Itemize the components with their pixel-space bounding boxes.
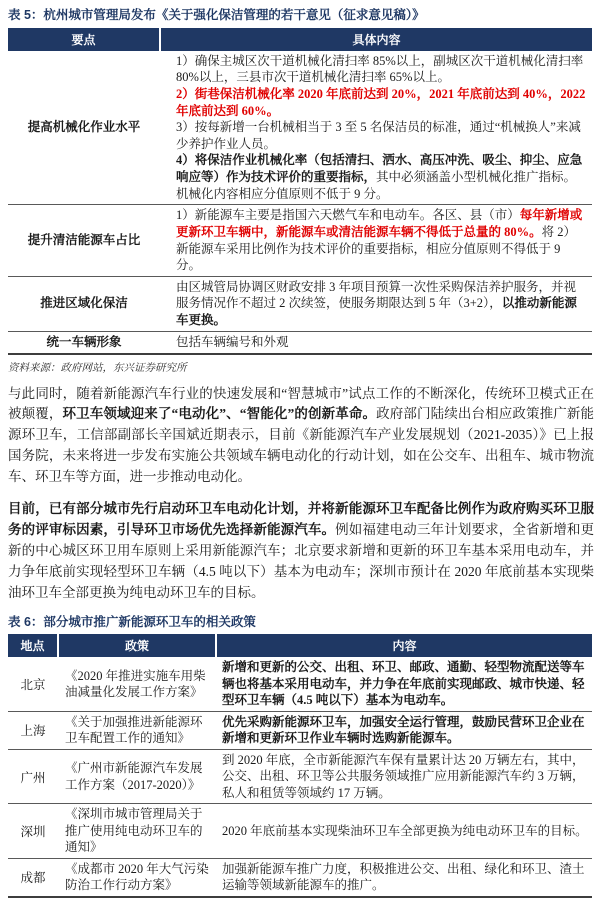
content-cell (160, 331, 592, 353)
text-segment: 例如福建电动三年计划要求，全省新增和更新的中心城区环卫用车原则上采用新能源汽车；北京要求新增和更新的环卫车基本采用电动车，并力争年底前实现轻型环卫车辆（4.5 吨以下）基本为电动车；深圳市预计在 2020 年底前基本实现柴油环卫车全部更换为纯电动环卫车的目标。 (8, 522, 595, 600)
text-segment: 以推动新能源车更换。 (176, 296, 577, 327)
table5-row (8, 205, 592, 277)
policy-cell: 《广州市新能源汽车发展工作方案（2017-2020）》 (58, 749, 216, 804)
text-segment: 目前，已有部分城市先行启动环卫车电动化计划，并将新能源环卫车配备比例作为政府购买环卫服务的评审标因素，引导环卫市场优先选择新能源汽车。 (8, 501, 594, 538)
text-segment: 2020 年底前基本实现柴油环卫车全部更换为纯电动环卫车的目标。 (222, 823, 588, 838)
content-cell (160, 51, 592, 205)
paragraph-1 (8, 384, 594, 489)
text-segment: 1）确保主城区次干道机械化清扫率 85%以上，副城区次干道机械化清扫率 80%以上，三县市次干道机械化清扫率 65%以上。 (176, 53, 584, 85)
text-segment: 每年新增或更新环卫车辆中，新能源车或清洁能源车辆不得低于总量的 80%。 (176, 208, 583, 239)
policy-cell: 《成都市 2020 年大气污染防治工作行动方案》 (58, 858, 216, 897)
content-line (176, 86, 586, 119)
table6-row (8, 711, 592, 749)
text-segment: 加强新能源车推广力度，积极推进公交、出租、绿化和环卫、渣土运输等领域新能源车的推广。 (222, 861, 585, 893)
policy-cell: 《2020 年推进实施车用柴油减量化发展工作方案》 (65, 668, 206, 700)
city-cell: 深圳 (8, 804, 58, 859)
table5-header-content: 具体内容 (160, 28, 592, 51)
table5 (8, 28, 592, 355)
table6 (8, 634, 592, 898)
city-cell: 成都 (8, 858, 58, 897)
content-cell (160, 205, 592, 277)
content-line (176, 53, 586, 86)
table6-header-content: 内容 (216, 634, 592, 657)
table5-header-row (8, 28, 592, 51)
text-segment: 环卫车领域迎来了“电动化”、“智能化”的创新革命。 (62, 406, 377, 422)
policy-content-cell (216, 657, 592, 711)
content-line (176, 207, 586, 274)
policy-content-cell (216, 711, 592, 749)
table5-header-keypoint: 要点 (8, 28, 160, 51)
policy-content-cell (216, 804, 592, 859)
content-line (176, 279, 586, 329)
table6-row (8, 749, 592, 804)
source-note: 资料来源：政府网站，东兴证券研究所 (8, 362, 187, 374)
keypoint-cell: 提升清洁能源车占比 (8, 205, 160, 277)
city-cell: 广州 (8, 749, 58, 804)
table6-row (8, 804, 592, 859)
text-segment: 3）按每新增一台机械相当于 3 至 5 名保洁员的标准，通过“机械换人”来减少养护作业人员。 (176, 120, 581, 151)
content-line (176, 152, 586, 202)
table6-body (8, 657, 592, 897)
text-segment: 由区城管局协调区财政安排 3 年项目预算一次性采购保洁养护服务，并视服务情况作不超过 2 次续签，使服务期限达到 5 年（3+2）， (176, 279, 577, 311)
table6-row (8, 858, 592, 897)
table6-title: 表 6：部分城市推广新能源环卫车的相关政策 (8, 614, 256, 629)
text-segment: 优先采购新能源环卫车，加强安全运行管理，鼓励民营环卫企业在新增和更新环卫作业车辆时选购新能源车。 (222, 714, 585, 746)
city-cell: 北京 (20, 678, 46, 693)
table6-header-city: 地点 (8, 634, 58, 657)
policy-cell: 《关于加强推进新能源环卫车配置工作的通知》 (58, 711, 216, 749)
city-cell: 上海 (8, 711, 58, 749)
table6-header-row (8, 634, 592, 657)
table5-title: 表 5：杭州城市管理局发布《关于强化保洁管理的若干意见（征求意见稿）》 (8, 8, 425, 22)
table6-row (8, 657, 592, 711)
policy-cell: 《深圳市城市管理局关于推广使用纯电动环卫车的通知》 (58, 804, 216, 859)
text-segment: 将 2）新能源车采用比例作为技术评价的重要指标，相应分值原则不得低于 9 分。 (176, 224, 577, 273)
content-line (176, 119, 586, 152)
content-line (176, 334, 586, 351)
text-segment: 政府部门陆续出台相应政策推广新能源环卫车，工信部副部长辛国斌近期表示，目前《新能源汽车产业发展规划（2021-2035）》已上报国务院，未来将进一步发布实施公共领域车辆电动化的行动计划，如在公交车、出租车、城市物流车、环卫车等方面，进一步推动电动化。 (8, 406, 594, 485)
text-segment: 与此同时，随着新能源汽车行业的快速发展和“智慧城市”试点工作的不断深化，传统环卫模式正在被颠覆， (8, 385, 594, 422)
policy-content-cell (216, 858, 592, 897)
table5-row (8, 276, 592, 331)
table5-row (8, 331, 592, 353)
keypoint-cell: 提高机械化作业水平 (27, 120, 141, 134)
text-segment: 其中必须涵盖小型机械化推广指标。机械化内容相应分值原则不低于 9 分。 (176, 170, 577, 201)
text-segment: 1）新能源车主要是指国六天燃气车和电动车。各区、县（市） (176, 208, 520, 223)
table5-body (8, 51, 592, 354)
table6-header-policy: 政策 (58, 634, 216, 657)
text-segment: 新增和更新的公交、出租、环卫、邮政、通勤、轻型物流配送等车辆也将基本采用电动车，并力争在年底前实现邮政、城市快递、轻型环卫车辆（4.5 吨以下）基本为电动车。 (222, 660, 585, 708)
table5-row (8, 51, 592, 205)
text-segment: 到 2020 年底，全市新能源汽车保有量累计达 20 万辆左右，其中，公交、出租、环卫等公共服务领域推广应用新能源汽车约 3 万辆，私人和租赁等领域约 17 万辆。 (222, 752, 585, 800)
text-segment: 包括车辆编号和外观 (176, 334, 289, 349)
keypoint-cell: 统一车辆形象 (8, 331, 160, 353)
text-segment: 4）将保洁作业机械化率（包括清扫、洒水、高压冲洗、吸尘、抑尘、应急响应等）作为技术评价的重要指标， (176, 153, 583, 184)
keypoint-cell: 推进区域化保洁 (8, 276, 160, 331)
content-cell (160, 276, 592, 331)
text-segment: 2）街巷保洁机械化率 2020 年底前达到 20%，2021 年底前达到 40%，2022 年底前达到 60%。 (176, 86, 586, 118)
paragraph-2 (8, 499, 594, 604)
policy-content-cell (216, 749, 592, 804)
